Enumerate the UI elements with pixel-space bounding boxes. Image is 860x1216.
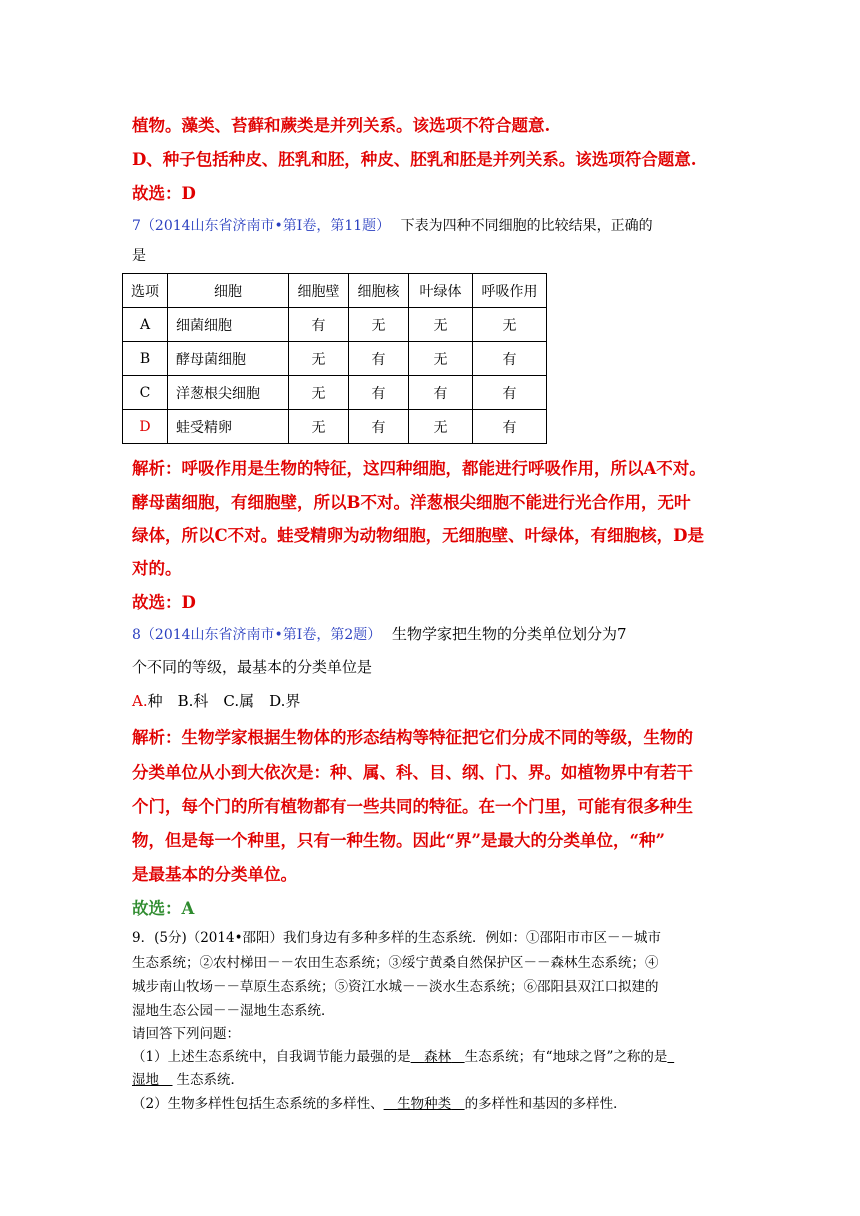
q8-source: 8（2014山东省济南市•第Ⅰ卷，第2题） [132,627,382,643]
q9-sub-question-2 [132,1092,627,1112]
table-row [123,342,547,376]
table-cell: 无 [409,308,473,342]
q8-options-text: 种 B.科 C.属 D.界 [147,692,301,710]
table-row [123,410,547,444]
table-cell-correct-option: D [123,410,168,444]
table-row [123,308,547,342]
table-cell: 有 [473,410,547,444]
table-cell: 有 [473,376,547,410]
table-header-cell: 细胞核 [349,274,409,308]
q9-sub2-text: （2）生物多样性包括生态系统的多样性、 [132,1096,384,1112]
q9-underline-tail [667,1049,674,1065]
table-cell: 酵母菌细胞 [168,342,289,376]
q9-stem-line: 9．(5分)（2014•邵阳）我们身边有多种多样的生态系统．例如：①邵阳市市区－－城市 [132,930,662,946]
q7-stem [132,215,653,235]
q7-stem-cont: 是 [132,248,146,264]
q9-answer-wetland: 湿地 [132,1072,159,1088]
q7-analysis-line: 对的。 [132,559,182,578]
table-cell: 无 [289,376,349,410]
q9-sub1-text: 生态系统；有“地球之肾”之称的是 [464,1049,668,1065]
q9-stem-line: 湿地生态公园－－湿地生态系统． [132,1003,335,1019]
table-header-cell: 叶绿体 [409,274,473,308]
table-cell: 洋葱根尖细胞 [168,376,289,410]
cell-comparison-table [122,273,547,444]
q9-answer-forest: 森林 [424,1049,452,1065]
table-cell: 无 [409,410,473,444]
table-header-cell: 选项 [123,274,168,308]
table-cell: 细菌细胞 [168,308,289,342]
q9-answer-blank [132,1072,173,1088]
table-cell: 无 [409,342,473,376]
table-cell: 无 [289,410,349,444]
q7-analysis-line: 绿体，所以C不对。蛙受精卵为动物细胞，无细胞壁、叶绿体，有细胞核，D是 [132,526,704,545]
table-cell: B [123,342,168,376]
table-cell: 有 [289,308,349,342]
q9-stem-line: 生态系统；②农村梯田－－农田生态系统；③绥宁黄桑自然保护区－－森林生态系统；④ [132,955,659,971]
q9-sub1-text: 生态系统． [176,1072,244,1088]
table-cell: 有 [349,376,409,410]
q8-option-a-marker: A. [132,692,148,710]
prev-answer-result: 故选：D [132,184,196,203]
table-header-cell: 呼吸作用 [473,274,547,308]
q9-sub-question-1 [132,1045,674,1065]
q9-prompt: 请回答下列问题： [132,1026,240,1042]
table-cell: 无 [473,308,547,342]
q9-answer-blank [411,1049,465,1065]
q9-sub2-text: 的多样性和基因的多样性． [464,1096,627,1112]
table-cell: 无 [289,342,349,376]
q7-source: 7（2014山东省济南市•第Ⅰ卷，第11题） [132,218,391,234]
q7-analysis-line: 酵母菌细胞，有细胞壁，所以B不对。洋葱根尖细胞不能进行光合作用，无叶 [132,493,691,512]
table-header-cell: 细胞 [168,274,289,308]
table-cell: 有 [409,376,473,410]
q7-analysis-line: 解析：呼吸作用是生物的特征，这四种细胞，都能进行呼吸作用，所以A不对。 [132,459,706,478]
q9-sub1-text: （1）上述生态系统中，自我调节能力最强的是 [132,1049,411,1065]
q7-stem-text: 下表为四种不同细胞的比较结果，正确的 [400,218,653,234]
table-cell: 无 [349,308,409,342]
q7-answer: 故选：D [132,593,196,612]
prev-answer-line-2: D、种子包括种皮、胚乳和胚，种皮、胚乳和胚是并列关系。该选项符合题意. [132,150,697,169]
q9-stem-line: 城步南山牧场－－草原生态系统；⑤资江水城－－淡水生态系统；⑥邵阳县双江口拟建的 [132,979,659,995]
table-row [123,376,547,410]
table-cell: 有 [473,342,547,376]
table-header-cell: 细胞壁 [289,274,349,308]
prev-answer-line-1: 植物。藻类、苔藓和蕨类是并列关系。该选项不符合题意. [132,116,551,135]
q8-stem [132,623,627,644]
q8-stem-text: 生物学家把生物的分类单位划分为7 [392,625,627,643]
q9-answer-species: 生物种类 [397,1096,452,1112]
q9-answer-blank [384,1096,465,1112]
q8-analysis-line: 物，但是每一个种里，只有一种生物。因此“界”是最大的分类单位，“种” [132,831,665,850]
q8-stem-cont: 个不同的等级，最基本的分类单位是 [132,658,373,676]
q8-answer: 故选：A [132,899,195,918]
table-cell: 有 [349,342,409,376]
q8-options [132,690,300,711]
table-cell: 有 [349,410,409,444]
q8-analysis-line: 解析：生物学家根据生物体的形态结构等特征把它们分成不同的等级，生物的 [132,728,693,747]
table-cell: 蛙受精卵 [168,410,289,444]
q9-sub-question-1-cont [132,1068,244,1088]
q8-analysis-line: 是最基本的分类单位。 [132,865,297,884]
q8-analysis-line: 分类单位从小到大依次是：种、属、科、目、纲、门、界。如植物界中有若干 [132,763,693,782]
table-cell: A [123,308,168,342]
q8-analysis-line: 个门，每个门的所有植物都有一些共同的特征。在一个门里，可能有很多种生 [132,797,693,816]
table-cell: C [123,376,168,410]
table-header-row [123,274,547,308]
